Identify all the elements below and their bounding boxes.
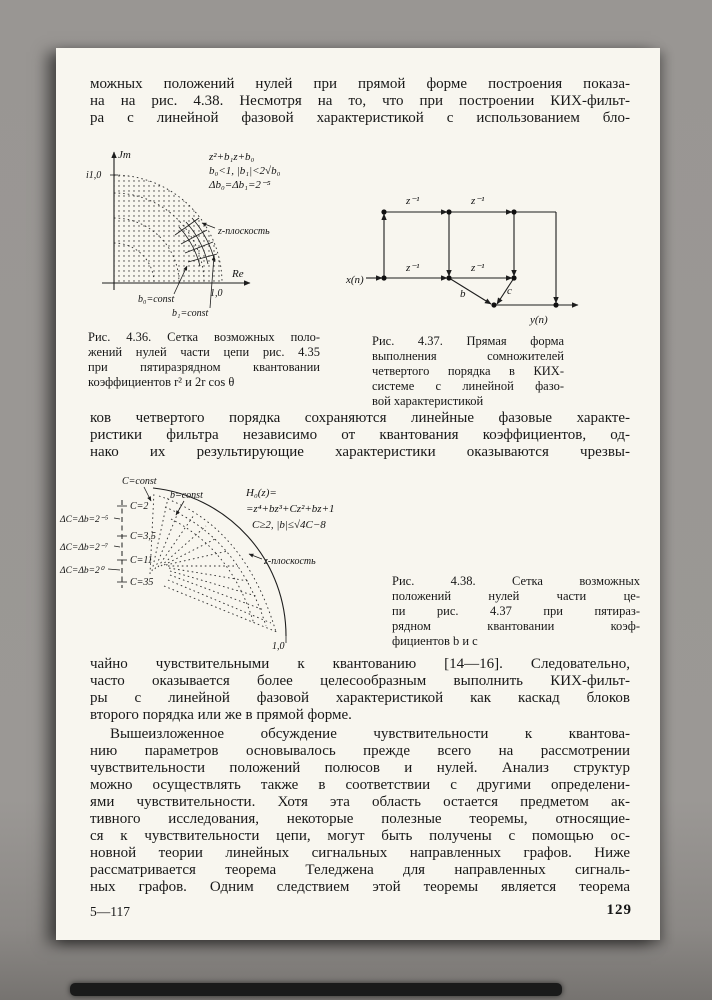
quant-step-label-1: ΔC=Δb=2⁻⁵ (60, 515, 109, 525)
text-line: чайно чувствительными к квантованию [14—16]. Следовательно, (90, 656, 630, 672)
b0-const-label: b₀=const (138, 294, 175, 305)
text-line: жений нулей части цепи рис. 4.35 (88, 345, 320, 359)
re-unit-tick-label: 1,0 (210, 288, 223, 299)
input-label: x(n) (346, 274, 364, 286)
output-label: y(n) (530, 314, 548, 326)
text-line: ков четвертого порядка сохраняются линейные фазовые характе- (90, 410, 630, 426)
caption-figure-4-38 (392, 574, 640, 649)
text-line: чувствительности положений полюсов и нулей. Анализ структур (90, 760, 630, 776)
book-page (56, 48, 660, 940)
im-unit-tick-label: i1,0 (86, 170, 102, 181)
text-line: нию параметров основывалось прежде всего на рассмотрении (90, 743, 630, 759)
body-paragraph-3 (90, 656, 630, 724)
graph-nodes (381, 209, 558, 307)
c-const-label: C=const (122, 476, 157, 487)
text-line: ры с линейной фазовой характеристикой как каскад блоков (90, 690, 630, 706)
delay-label-3: z⁻¹ (406, 262, 420, 274)
text-line: нако их результирующие характеристики оказываются чрезвы- (90, 444, 630, 460)
caption-figure-4-36 (88, 330, 320, 390)
text-line: фициентов b и c (392, 634, 478, 648)
re-axis-label: Re (232, 268, 244, 280)
c11-tick-label: C=11 (130, 555, 153, 566)
print-signature: 5—117 (90, 904, 130, 919)
coefficient-c-label: c (507, 285, 512, 297)
c355-tick-label: C=35 (130, 577, 154, 588)
figure-4-37-flow-graph (344, 190, 594, 335)
c-axis-dashed-line (108, 500, 127, 588)
body-paragraph-2 (90, 410, 630, 461)
text-line: на на рис. 4.38. Несмотря на то, что при построении КИХ-фильт- (90, 93, 630, 109)
text-line: Вышеизложенное обсуждение чувствительности к квантова- (110, 726, 630, 742)
text-line: можно осуществлять также в соответствии с другими определени- (90, 777, 630, 793)
quant-step-label-2: ΔC=Δb=2⁻⁷ (60, 543, 109, 553)
text-line: системе с линейной фазо- (372, 379, 564, 393)
z-plane-label: z-плоскость (264, 556, 316, 567)
text-line: пи рис. 4.37 при пятираз- (392, 604, 640, 618)
text-line: тивного исследования, некоторые полезные теоремы, относящие- (90, 811, 630, 827)
text-line: положений нулей части це- (392, 589, 640, 603)
text-line: Рис. 4.37. Прямая форма (372, 334, 564, 348)
delay-label-4: z⁻¹ (471, 262, 485, 274)
c2-tick-label: C=2 (130, 501, 149, 512)
equation-constraint: b₀<1, |b₁|<2√b₀ (209, 165, 281, 177)
b1-const-label: b₁=const (172, 308, 209, 319)
delay-label-2: z⁻¹ (471, 195, 485, 207)
figure-4-38-zero-grid (58, 474, 390, 652)
text-line: Рис. 4.36. Сетка возможных поло- (88, 330, 320, 344)
text-line: ра с линейной фазовой характеристикой с использованием бло- (90, 110, 630, 126)
text-line: при пятиразрядном квантовании (88, 360, 320, 374)
equation-constraint: C≥2, |b|≤√4C−8 (252, 519, 326, 531)
zero-grid-region (114, 175, 222, 283)
equation-h0: H₀(z)= (246, 487, 277, 499)
equation-polynomial: =z⁴+bz³+Cz²+bz+1 (246, 503, 335, 515)
text-line: коэффициентов r² и 2r cos θ (88, 375, 235, 389)
figure-4-36-zero-grid (82, 144, 344, 328)
text-line: ями чувствительности. Хотя эта область остается предметом ак- (90, 794, 630, 810)
text-line: ристики фильтра независимо от квантования коэффициентов, од- (90, 427, 630, 443)
delay-label-1: z⁻¹ (406, 195, 420, 207)
page-number: 129 (606, 902, 632, 918)
text-line: рассматривается теорема Теледжена для направленных сигналь- (90, 862, 630, 878)
text-line: четвертого порядка в КИХ- (372, 364, 564, 378)
text-line: второго порядка или же в прямой форме. (90, 707, 352, 723)
text-line: Рис. 4.38. Сетка возможных (392, 574, 640, 588)
text-line: выполнения сомножителей (372, 349, 564, 363)
graph-edges (366, 212, 578, 305)
annotation-arrows (144, 487, 262, 559)
equation-quantization-step: Δb₀=Δb₁=2⁻⁵ (209, 179, 271, 191)
z-plane-label: z-плоскость (218, 226, 270, 237)
quant-step-label-3: ΔC=Δb=2⁰ (60, 566, 104, 576)
text-line: новной теории линейных сигнальных направленных графов. Ниже (90, 845, 630, 861)
text-line: вой характеристикой (372, 394, 484, 408)
text-line: часто оказывается более целесообразным выполнить КИХ-фильт- (90, 673, 630, 689)
text-line: рядном квантовании коэф- (392, 619, 640, 633)
body-paragraph-4 (90, 726, 630, 896)
unit-tick-label: 1,0 (272, 641, 285, 652)
text-line: можных положений нулей при прямой форме построения показа- (90, 76, 630, 92)
text-line: ных графов. Одним следствием этой теоремы является теорема (90, 879, 630, 895)
c35-tick-label: C=3,5 (130, 531, 156, 542)
im-axis-label: Jm (118, 149, 131, 161)
scan-artifact-band (70, 983, 562, 996)
body-paragraph-1 (90, 76, 630, 127)
text-line: ся к чувствительности цепи, могут быть получены с помощью ос- (90, 828, 630, 844)
b-const-label: b=const (170, 490, 203, 501)
coefficient-b-label: b (460, 288, 466, 300)
caption-figure-4-37 (372, 334, 564, 409)
equation-polynomial: z²+b₁z+b₀ (209, 151, 255, 163)
